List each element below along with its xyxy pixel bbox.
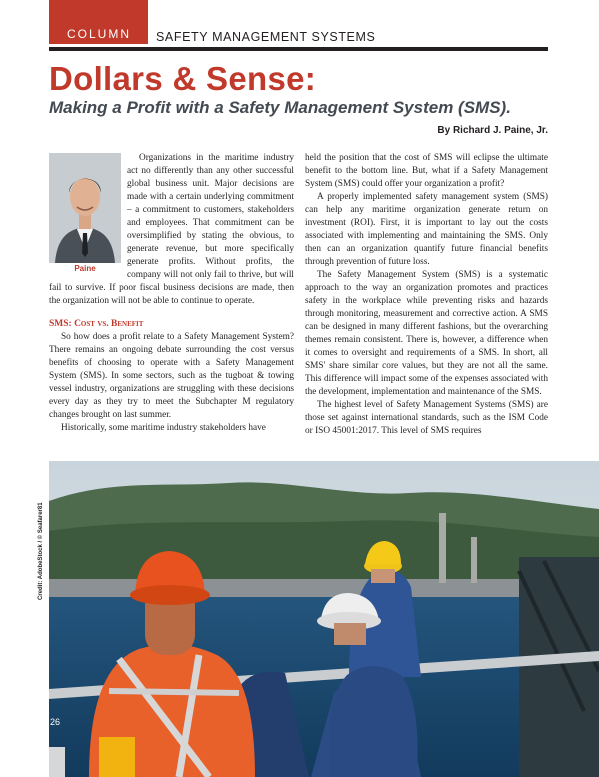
article-subtitle: Making a Profit with a Safety Management System (SMS). — [49, 98, 511, 117]
body-paragraph: Organizations in the maritime industry act no differently than any other successful global business unit. Major decisions are made with a certain underlying commitment – a commitment to customers, stakeholders and employees. That commitment can be oversimplified by stating the obvious, to generate revenue, but more specifically generate profits. Without profits, the company will not only fail to thrive, but will fail to survive. If poor fiscal business decisions are made, then the organization will not be able to continue to operate. — [49, 153, 294, 306]
column-tag — [49, 0, 148, 44]
body-paragraph: The highest level of Safety Management Systems (SMS) are those set against international standards, such as the ISM Code or ISO 45001:2017. This level of SMS requires — [305, 400, 548, 436]
subhead: SMS: Cost vs. Benefit — [49, 319, 144, 329]
headshot-wrap-spacer — [49, 152, 127, 275]
body-paragraph: The Safety Management System (SMS) is a systematic approach to the way an organization promotes and practices safety in the workplace while preventing risks and hazards through monitoring, measurement and corrective action. A SMS can be designed in many different fashions, but the overarching themes remain consistent. There is, however, a difference when it comes to oversight and requirements of a SMS. In short, all SMS' share similar core values, but they are not all the same. This difference will impact some of the expenses associated with the development, implementation and maintenance of the SMS. — [305, 270, 548, 397]
article-title: Dollars & Sense: — [49, 60, 317, 97]
right-column — [305, 152, 548, 438]
header-rule — [49, 47, 548, 51]
headshot-caption: Paine — [74, 264, 96, 273]
body-paragraph: held the position that the cost of SMS will eclipse the ultimate benefit to the bottom line. But, what if a Safety Management System (SMS) could offer your organization a profit? — [305, 153, 548, 189]
photo-credit: Credit: AdobeStock / © Seafarer81 — [38, 502, 44, 600]
column-tag-label: COLUMN — [67, 27, 132, 41]
left-column — [49, 152, 294, 435]
section-name: SAFETY MANAGEMENT SYSTEMS — [156, 30, 376, 44]
body-paragraph: So how does a profit relate to a Safety Management System? There remains an ongoing debate surrounding the cost versus benefits of choosing to operate with a Safety Management System (SMS). In some sectors, such as the tugboat & towing vessel industry, organizations are struggling with these decisions every day as they try to meet the Subchapter M regulatory changes brought on last summer. — [49, 332, 294, 420]
body-paragraph: A properly implemented safety management system (SMS) can help any maritime organization generate return on investment (ROI). First, it is important to lay out the costs associated with implementing and maintaining the SMS. Only then can an organization quantify future financial benefits through prevention of future loss. — [305, 192, 548, 267]
feature-photo — [49, 461, 599, 777]
byline: By Richard J. Paine, Jr. — [437, 125, 548, 136]
column-header — [0, 0, 599, 52]
body-paragraph: Historically, some maritime industry stakeholders have — [61, 423, 266, 433]
page-number: 26 — [50, 717, 61, 727]
